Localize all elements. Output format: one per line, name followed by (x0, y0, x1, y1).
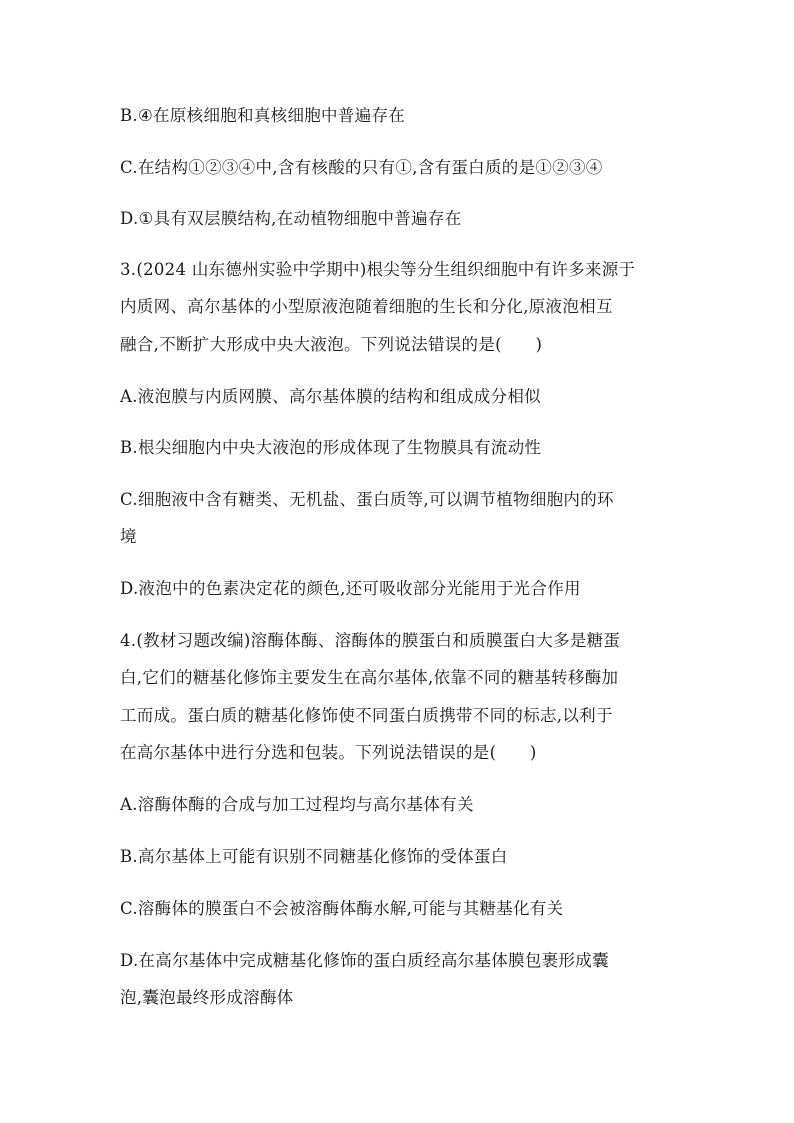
question4-option-d-line2: 泡,囊泡最终形成溶酶体 (120, 988, 294, 1007)
question4-option-c: C.溶酶体的膜蛋白不会被溶酶体酶水解,可能与其糖基化有关 (120, 899, 564, 918)
question3-stem-line2: 内质网、高尔基体的小型原液泡随着细胞的生长和分化,原液泡相互 (120, 297, 613, 316)
option-d-prev: D.①具有双层膜结构,在动植物细胞中普遍存在 (120, 209, 462, 228)
question3-option-c-line2: 境 (120, 527, 137, 546)
question3-option-b: B.根尖细胞内中央大液泡的形成体现了生物膜具有流动性 (120, 438, 542, 457)
question4-option-b: B.高尔基体上可能有识别不同糖基化修饰的受体蛋白 (120, 847, 508, 866)
question4-stem-line1: 4.(教材习题改编)溶酶体酶、溶酶体的膜蛋白和质膜蛋白大多是糖蛋 (120, 631, 621, 650)
option-b-prev: B.④在原核细胞和真核细胞中普遍存在 (120, 106, 406, 125)
question4-stem-line4: 在高尔基体中进行分选和包装。下列说法错误的是( ) (120, 743, 537, 762)
option-c-prev: C.在结构①②③④中,含有核酸的只有①,含有蛋白质的是①②③④ (120, 158, 603, 177)
question3-stem-line1: 3.(2024 山东德州实验中学期中)根尖等分生组织细胞中有许多来源于 (120, 260, 636, 279)
question3-stem-line3: 融合,不断扩大形成中央大液泡。下列说法错误的是( ) (120, 335, 543, 354)
question4-option-a: A.溶酶体酶的合成与加工过程均与高尔基体有关 (120, 795, 474, 814)
question3-option-d: D.液泡中的色素决定花的颜色,还可吸收部分光能用于光合作用 (120, 579, 581, 598)
question4-stem-line2: 白,它们的糖基化修饰主要发生在高尔基体,依靠不同的糖基转移酶加 (120, 668, 619, 687)
question4-stem-line3: 工而成。蛋白质的糖基化修饰使不同蛋白质携带不同的标志,以利于 (120, 706, 613, 725)
question3-option-a: A.液泡膜与内质网膜、高尔基体膜的结构和组成成分相似 (120, 387, 541, 406)
question3-option-c-line1: C.细胞液中含有糖类、无机盐、蛋白质等,可以调节植物细胞内的环 (120, 490, 614, 509)
question4-option-d-line1: D.在高尔基体中完成糖基化修饰的蛋白质经高尔基体膜包裹形成囊 (120, 951, 609, 970)
